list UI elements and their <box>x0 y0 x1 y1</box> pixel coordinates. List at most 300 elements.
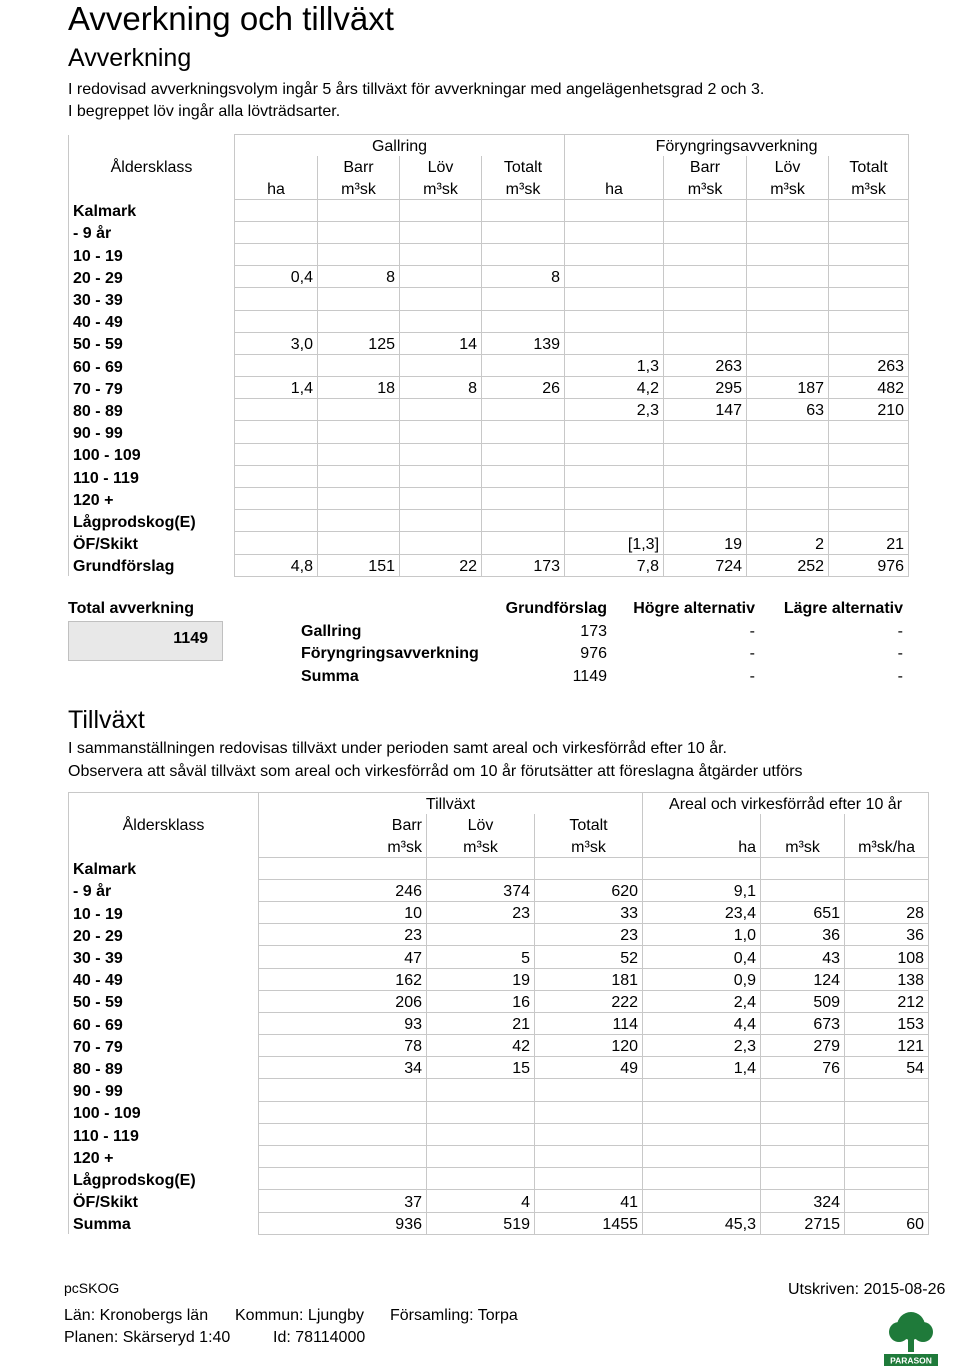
table-row <box>69 377 909 399</box>
table-cell: 1,3 <box>565 354 664 376</box>
table-cell <box>664 488 747 510</box>
table-cell <box>643 1190 761 1212</box>
table-cell <box>235 510 318 532</box>
table-row <box>69 879 929 901</box>
row-label: Summa <box>69 1212 259 1234</box>
brand-label: pcSKOG <box>64 1280 120 1296</box>
unit-header: m³sk <box>482 177 565 199</box>
table-cell: 7,8 <box>565 554 664 576</box>
table-cell <box>565 465 664 487</box>
row-label: 120 + <box>69 1146 259 1168</box>
table-cell: - <box>897 622 903 640</box>
table-cell <box>318 488 400 510</box>
table-cell <box>664 266 747 288</box>
table-cell <box>643 1146 761 1168</box>
table-cell: 36 <box>761 924 845 946</box>
table-row <box>69 421 909 443</box>
table-cell: - <box>749 667 755 685</box>
table-cell <box>482 488 565 510</box>
table-cell: 21 <box>427 1012 535 1034</box>
table-cell: 60 <box>845 1212 929 1234</box>
table-row <box>69 243 909 265</box>
tree-logo-icon <box>884 1310 938 1366</box>
table-cell: 976 <box>829 554 909 576</box>
table-row <box>69 354 909 376</box>
unit-header: m³sk <box>829 177 909 199</box>
row-label: Lågprodskog(E) <box>69 510 235 532</box>
table-cell: 3,0 <box>235 332 318 354</box>
table-cell: 620 <box>535 879 643 901</box>
table-cell <box>400 399 482 421</box>
row-label: 50 - 59 <box>69 332 235 354</box>
table-cell <box>235 354 318 376</box>
table-row <box>69 510 909 532</box>
table-cell: 279 <box>761 1035 845 1057</box>
areal-header: Areal och virkesförråd efter 10 år <box>643 793 929 815</box>
table-cell <box>535 1168 643 1190</box>
table-cell <box>761 1123 845 1145</box>
table-cell <box>829 488 909 510</box>
table-cell: 139 <box>482 332 565 354</box>
table-cell <box>318 443 400 465</box>
forsamling-label: Församling: Torpa <box>390 1307 518 1324</box>
table-cell <box>400 443 482 465</box>
total-avverkning-value: 1149 <box>173 630 208 647</box>
table-row <box>69 221 909 243</box>
table-cell <box>318 354 400 376</box>
table-cell: 23 <box>427 901 535 923</box>
row-label: 110 - 119 <box>69 465 235 487</box>
table-cell: 37 <box>259 1190 427 1212</box>
table-row <box>69 1168 929 1190</box>
table-cell: 19 <box>427 968 535 990</box>
table-cell <box>400 199 482 221</box>
table-cell <box>427 1168 535 1190</box>
table-cell <box>318 221 400 243</box>
table-cell <box>565 199 664 221</box>
table-cell: 23 <box>259 924 427 946</box>
planen-label: Planen: Skärseryd 1:40 <box>64 1329 231 1346</box>
table-cell <box>427 857 535 879</box>
total-avverkning-label: Total avverkning <box>68 600 194 617</box>
table-cell <box>565 332 664 354</box>
row-label: - 9 år <box>69 221 235 243</box>
avverkning-note-2: I begreppet löv ingår alla lövträdsarter. <box>68 103 341 120</box>
table-cell <box>565 288 664 310</box>
row-label: 30 - 39 <box>69 946 259 968</box>
tillvaxt-header: Tillväxt <box>259 793 643 815</box>
table-cell <box>235 199 318 221</box>
section-heading-tillvaxt: Tillväxt <box>68 706 145 734</box>
table-cell <box>400 221 482 243</box>
table-cell <box>318 288 400 310</box>
table-row <box>69 1035 929 1057</box>
table-cell <box>664 288 747 310</box>
table-row <box>69 554 909 576</box>
table-cell: 212 <box>845 990 929 1012</box>
table-cell: 4 <box>427 1190 535 1212</box>
row-label: 110 - 119 <box>69 1123 259 1145</box>
table-cell <box>400 510 482 532</box>
table-cell <box>400 354 482 376</box>
table-cell <box>664 243 747 265</box>
ha-header: ha <box>643 835 761 857</box>
table-cell: 4,8 <box>235 554 318 576</box>
table-cell <box>829 310 909 332</box>
table-cell <box>845 857 929 879</box>
table-cell <box>318 465 400 487</box>
table-cell <box>427 1123 535 1145</box>
table-cell: 10 <box>259 901 427 923</box>
table-cell: 5 <box>427 946 535 968</box>
table-cell: 23,4 <box>643 901 761 923</box>
unit-header: m³sk <box>259 835 427 857</box>
table-cell: 47 <box>259 946 427 968</box>
table-row <box>69 1101 929 1123</box>
row-label: 100 - 109 <box>69 443 235 465</box>
table-cell: 125 <box>318 332 400 354</box>
row-label: Föryngringsavverkning <box>301 645 479 663</box>
table-cell <box>482 354 565 376</box>
table-cell <box>482 199 565 221</box>
table-cell <box>259 857 427 879</box>
table-cell <box>400 421 482 443</box>
table-cell <box>747 221 829 243</box>
table-cell <box>235 399 318 421</box>
table-row <box>69 288 909 310</box>
unit-header: m³sk <box>400 177 482 199</box>
table-cell <box>427 924 535 946</box>
table-cell: 8 <box>400 377 482 399</box>
table-cell: 124 <box>761 968 845 990</box>
table-row <box>69 901 929 923</box>
table-row <box>69 399 909 421</box>
totalt-header: Totalt <box>829 156 909 177</box>
unit-header: m³sk <box>761 835 845 857</box>
table-cell: 34 <box>259 1057 427 1079</box>
table-cell <box>747 266 829 288</box>
table-cell: 4,4 <box>643 1012 761 1034</box>
table-cell <box>829 221 909 243</box>
table-cell <box>664 421 747 443</box>
table-cell <box>747 332 829 354</box>
table-cell <box>664 332 747 354</box>
table-cell <box>747 288 829 310</box>
table-cell <box>235 532 318 554</box>
section-heading-avverkning: Avverkning <box>68 44 192 72</box>
table-cell <box>482 443 565 465</box>
table-cell: 263 <box>829 354 909 376</box>
table-cell: 206 <box>259 990 427 1012</box>
row-label: 100 - 109 <box>69 1101 259 1123</box>
unit-header: m³sk <box>427 835 535 857</box>
totalt-header: Totalt <box>482 156 565 177</box>
table-cell <box>845 1168 929 1190</box>
table-cell <box>747 310 829 332</box>
avverkning-table <box>68 134 909 577</box>
alternativ-table <box>298 598 906 688</box>
table-cell: 482 <box>829 377 909 399</box>
table-cell <box>565 421 664 443</box>
table-cell: 26 <box>482 377 565 399</box>
table-cell: 1455 <box>535 1212 643 1234</box>
table-cell <box>482 243 565 265</box>
table-cell: 41 <box>535 1190 643 1212</box>
table-cell: 187 <box>747 377 829 399</box>
table-cell <box>259 1079 427 1101</box>
table-cell <box>427 1079 535 1101</box>
table-cell <box>664 221 747 243</box>
table-cell <box>259 1101 427 1123</box>
table-cell <box>400 266 482 288</box>
table-cell <box>747 443 829 465</box>
table-cell <box>565 310 664 332</box>
row-label: 90 - 99 <box>69 421 235 443</box>
table-row <box>69 857 929 879</box>
table-cell <box>845 1079 929 1101</box>
table-cell <box>747 488 829 510</box>
table-cell <box>235 310 318 332</box>
table-cell: 2,3 <box>565 399 664 421</box>
table-cell <box>643 1123 761 1145</box>
table-cell: 2 <box>747 532 829 554</box>
table-cell <box>235 421 318 443</box>
table-cell: 138 <box>845 968 929 990</box>
table-cell: 673 <box>761 1012 845 1034</box>
table-cell <box>643 1079 761 1101</box>
row-label: 30 - 39 <box>69 288 235 310</box>
row-label: 60 - 69 <box>69 354 235 376</box>
row-label: Summa <box>301 667 359 685</box>
table-cell: 8 <box>318 266 400 288</box>
row-label: 20 - 29 <box>69 924 259 946</box>
row-label: Grundförslag <box>69 554 235 576</box>
table-cell <box>318 243 400 265</box>
row-label: ÖF/Skikt <box>69 532 235 554</box>
table-cell: 651 <box>761 901 845 923</box>
row-label: 10 - 19 <box>69 243 235 265</box>
table-cell <box>761 1101 845 1123</box>
tillvaxt-note-2: Observera att såväl tillväxt som areal och virkesförråd om 10 år förutsätter att föreslagna åtgärder utförs <box>68 763 803 780</box>
table-cell <box>482 399 565 421</box>
tillvaxt-note-1: I sammanställningen redovisas tillväxt under perioden samt areal och virkesförråd efter 10 år. <box>68 740 727 757</box>
table-cell: 151 <box>318 554 400 576</box>
barr-header: Barr <box>259 814 427 835</box>
table-row <box>69 1012 929 1034</box>
table-cell <box>482 310 565 332</box>
table-cell: 21 <box>829 532 909 554</box>
row-label: Gallring <box>301 622 362 640</box>
table-cell: 52 <box>535 946 643 968</box>
row-label: 20 - 29 <box>69 266 235 288</box>
barr-header: Barr <box>318 156 400 177</box>
table-cell <box>761 1168 845 1190</box>
table-cell <box>400 465 482 487</box>
table-row <box>298 666 906 689</box>
row-label: 120 + <box>69 488 235 510</box>
table-cell <box>318 399 400 421</box>
table-cell: - <box>897 645 903 663</box>
id-label: Id: 78114000 <box>273 1329 366 1346</box>
row-label: 70 - 79 <box>69 377 235 399</box>
table-cell: 2,4 <box>643 990 761 1012</box>
table-row <box>69 1079 929 1101</box>
table-cell <box>400 310 482 332</box>
table-cell: 936 <box>259 1212 427 1234</box>
table-cell <box>565 488 664 510</box>
table-cell: 54 <box>845 1057 929 1079</box>
ha-header: ha <box>565 177 664 199</box>
table-cell <box>318 421 400 443</box>
table-cell: 173 <box>482 554 565 576</box>
table-row <box>69 310 909 332</box>
table-cell <box>761 857 845 879</box>
table-cell: 509 <box>761 990 845 1012</box>
table-cell <box>482 532 565 554</box>
row-label: Kalmark <box>69 199 235 221</box>
table-cell <box>259 1146 427 1168</box>
row-label: ÖF/Skikt <box>69 1190 259 1212</box>
table-cell <box>845 1146 929 1168</box>
table-cell: 252 <box>747 554 829 576</box>
table-cell: 33 <box>535 901 643 923</box>
table-cell <box>565 221 664 243</box>
row-label: 50 - 59 <box>69 990 259 1012</box>
table-cell <box>664 510 747 532</box>
unit-header: m³sk <box>535 835 643 857</box>
table-cell: [1,3] <box>565 532 664 554</box>
table-cell: 78 <box>259 1035 427 1057</box>
table-cell: 43 <box>761 946 845 968</box>
lov-header: Löv <box>400 156 482 177</box>
barr-header: Barr <box>664 156 747 177</box>
table-row <box>69 1212 929 1234</box>
table-cell <box>482 221 565 243</box>
table-cell <box>482 421 565 443</box>
table-cell <box>400 488 482 510</box>
tillvaxt-table <box>68 792 929 1235</box>
kommun-label: Kommun: Ljungby <box>235 1307 364 1324</box>
unit-per-ha-header: m³sk/ha <box>845 835 929 857</box>
table-row <box>69 443 909 465</box>
table-row <box>69 968 929 990</box>
table-row <box>69 332 909 354</box>
table-cell: 9,1 <box>643 879 761 901</box>
table-row <box>69 946 929 968</box>
row-label: 40 - 49 <box>69 310 235 332</box>
lov-header: Löv <box>427 814 535 835</box>
avverkning-note-1: I redovisad avverkningsvolym ingår 5 års tillväxt för avverkningar med angelägenhetsgrad 2 och 3. <box>68 81 765 98</box>
table-cell <box>829 510 909 532</box>
table-cell <box>747 510 829 532</box>
table-row <box>69 266 909 288</box>
table-cell <box>535 857 643 879</box>
table-cell: - <box>749 645 755 663</box>
table-row <box>298 621 906 644</box>
table-cell <box>664 310 747 332</box>
table-cell <box>235 465 318 487</box>
totalt-header: Totalt <box>535 814 643 835</box>
table-cell: 2715 <box>761 1212 845 1234</box>
table-cell <box>664 443 747 465</box>
table-cell: 1,4 <box>643 1057 761 1079</box>
table-cell <box>565 266 664 288</box>
table-cell: 162 <box>259 968 427 990</box>
table-cell <box>829 443 909 465</box>
table-cell <box>427 1146 535 1168</box>
table-cell <box>845 879 929 901</box>
aldersklass-header: Åldersklass <box>69 814 259 835</box>
table-cell <box>643 857 761 879</box>
table-cell <box>235 221 318 243</box>
table-cell: 295 <box>664 377 747 399</box>
table-cell: 120 <box>535 1035 643 1057</box>
row-label: 90 - 99 <box>69 1079 259 1101</box>
table-cell <box>318 510 400 532</box>
table-row <box>69 1190 929 1212</box>
table-cell <box>535 1123 643 1145</box>
row-label: 80 - 89 <box>69 1057 259 1079</box>
table-cell <box>235 243 318 265</box>
row-label: 80 - 89 <box>69 399 235 421</box>
table-row <box>69 1057 929 1079</box>
table-cell <box>761 1146 845 1168</box>
table-cell: 49 <box>535 1057 643 1079</box>
table-cell <box>235 488 318 510</box>
table-cell <box>482 510 565 532</box>
gallring-header: Gallring <box>235 135 565 157</box>
table-cell <box>643 1101 761 1123</box>
table-cell: 19 <box>664 532 747 554</box>
logo-text: PARASON <box>890 1355 932 1366</box>
lagre-header: Lägre alternativ <box>783 600 903 618</box>
table-row <box>69 532 909 554</box>
page-title: Avverkning och tillväxt <box>68 0 394 37</box>
table-cell: 374 <box>427 879 535 901</box>
table-cell <box>643 1168 761 1190</box>
table-cell: - <box>749 622 755 640</box>
table-cell: 22 <box>400 554 482 576</box>
table-cell: 2,3 <box>643 1035 761 1057</box>
table-cell: 246 <box>259 879 427 901</box>
row-label: 40 - 49 <box>69 968 259 990</box>
table-cell <box>845 1190 929 1212</box>
table-cell <box>318 532 400 554</box>
table-cell: 324 <box>761 1190 845 1212</box>
table-cell: 263 <box>664 354 747 376</box>
table-cell: 45,3 <box>643 1212 761 1234</box>
table-cell: 1,0 <box>643 924 761 946</box>
table-cell: 23 <box>535 924 643 946</box>
table-row <box>69 199 909 221</box>
table-cell <box>535 1079 643 1101</box>
table-cell <box>318 199 400 221</box>
table-cell <box>829 421 909 443</box>
lov-header: Löv <box>747 156 829 177</box>
table-cell <box>259 1168 427 1190</box>
table-cell: 63 <box>747 399 829 421</box>
table-cell: 0,4 <box>235 266 318 288</box>
aldersklass-header: Åldersklass <box>69 156 235 177</box>
table-cell <box>565 510 664 532</box>
grundforslag-header: Grundförslag <box>505 600 607 618</box>
table-cell: 519 <box>427 1212 535 1234</box>
table-cell <box>829 266 909 288</box>
table-row <box>69 990 929 1012</box>
table-cell: 18 <box>318 377 400 399</box>
table-cell <box>829 332 909 354</box>
table-cell: 15 <box>427 1057 535 1079</box>
